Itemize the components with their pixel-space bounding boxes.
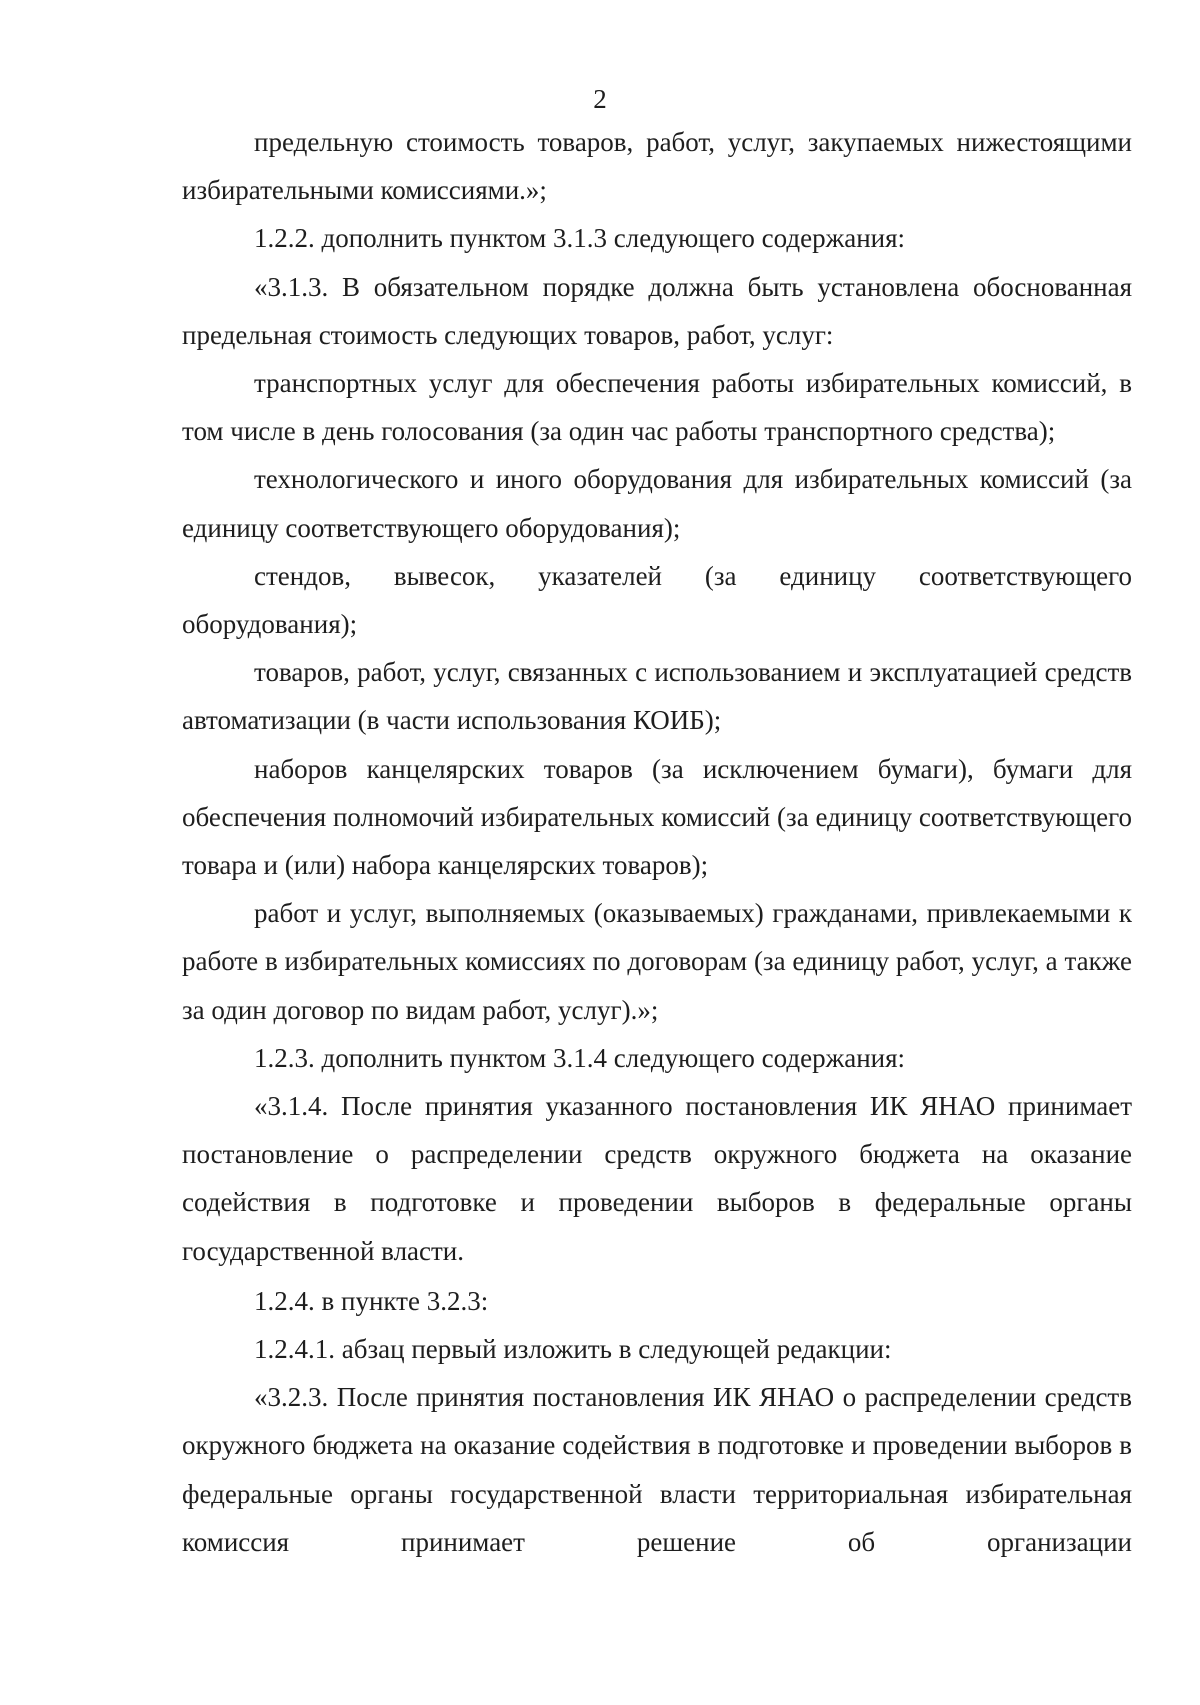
document-body [182, 118, 1132, 1566]
paragraph-clause-3-2-3: «3.2.3. После принятия постановления ИК ЯНАО о распределении средств окружного бюджета на оказание содействия в подготовке и проведении выборов в федеральные органы государственной власти территориальная избирательная комиссия принимает решение об организации [182, 1382, 1132, 1557]
paragraph-works-services: работ и услуг, выполняемых (оказываемых) гражданами, привлекаемыми к работе в избирательных комиссиях по договорам (за единицу работ, услуг, а также за один договор по видам работ, услуг).»; [182, 898, 1132, 1025]
paragraph-item-1-2-3: 1.2.3. дополнить пунктом 3.1.4 следующего содержания: [254, 1042, 906, 1073]
paragraph-clause-3-1-4: «3.1.4. После принятия указанного постановления ИК ЯНАО принимает постановление о распределении средств окружного бюджета на оказание содействия в подготовке и проведении выборов в федеральные органы государственной власти. [182, 1091, 1132, 1266]
paragraph-transport-services: транспортных услуг для обеспечения работы избирательных комиссий, в том числе в день голосования (за один час работы транспортного средства); [182, 368, 1132, 447]
paragraph-automation: товаров, работ, услуг, связанных с использованием и эксплуатацией средств автоматизации (в части использования КОИБ); [182, 657, 1132, 736]
paragraph-item-1-2-4: 1.2.4. в пункте 3.2.3: [254, 1285, 489, 1316]
paragraph-stands-signs: стендов, вывесок, указателей (за единицу соответствующего оборудования); [182, 560, 1132, 640]
paragraph-item-1-2-4-1: 1.2.4.1. абзац первый изложить в следующей редакции: [254, 1334, 892, 1365]
paragraph-item-1-2-2: 1.2.2. дополнить пунктом 3.1.3 следующего содержания: [254, 223, 906, 254]
paragraph-stationery: наборов канцелярских товаров (за исключением бумаги), бумаги для обеспечения полномочий избирательных комиссий (за единицу соответствующего товара и (или) набора канцелярских товаров); [182, 753, 1132, 881]
paragraph-clause-3-1-3: «3.1.3. В обязательном порядке должна быть установлена обоснованная предельная стоимость следующих товаров, работ, услуг: [182, 271, 1132, 350]
paragraph-equipment: технологического и иного оборудования для избирательных комиссий (за единицу соответствующего оборудования); [182, 464, 1132, 543]
page-number: 2 [593, 84, 607, 114]
paragraph-continuation: предельную стоимость товаров, работ, услуг, закупаемых нижестоящими избирательными комиссиями.»; [182, 127, 1132, 206]
